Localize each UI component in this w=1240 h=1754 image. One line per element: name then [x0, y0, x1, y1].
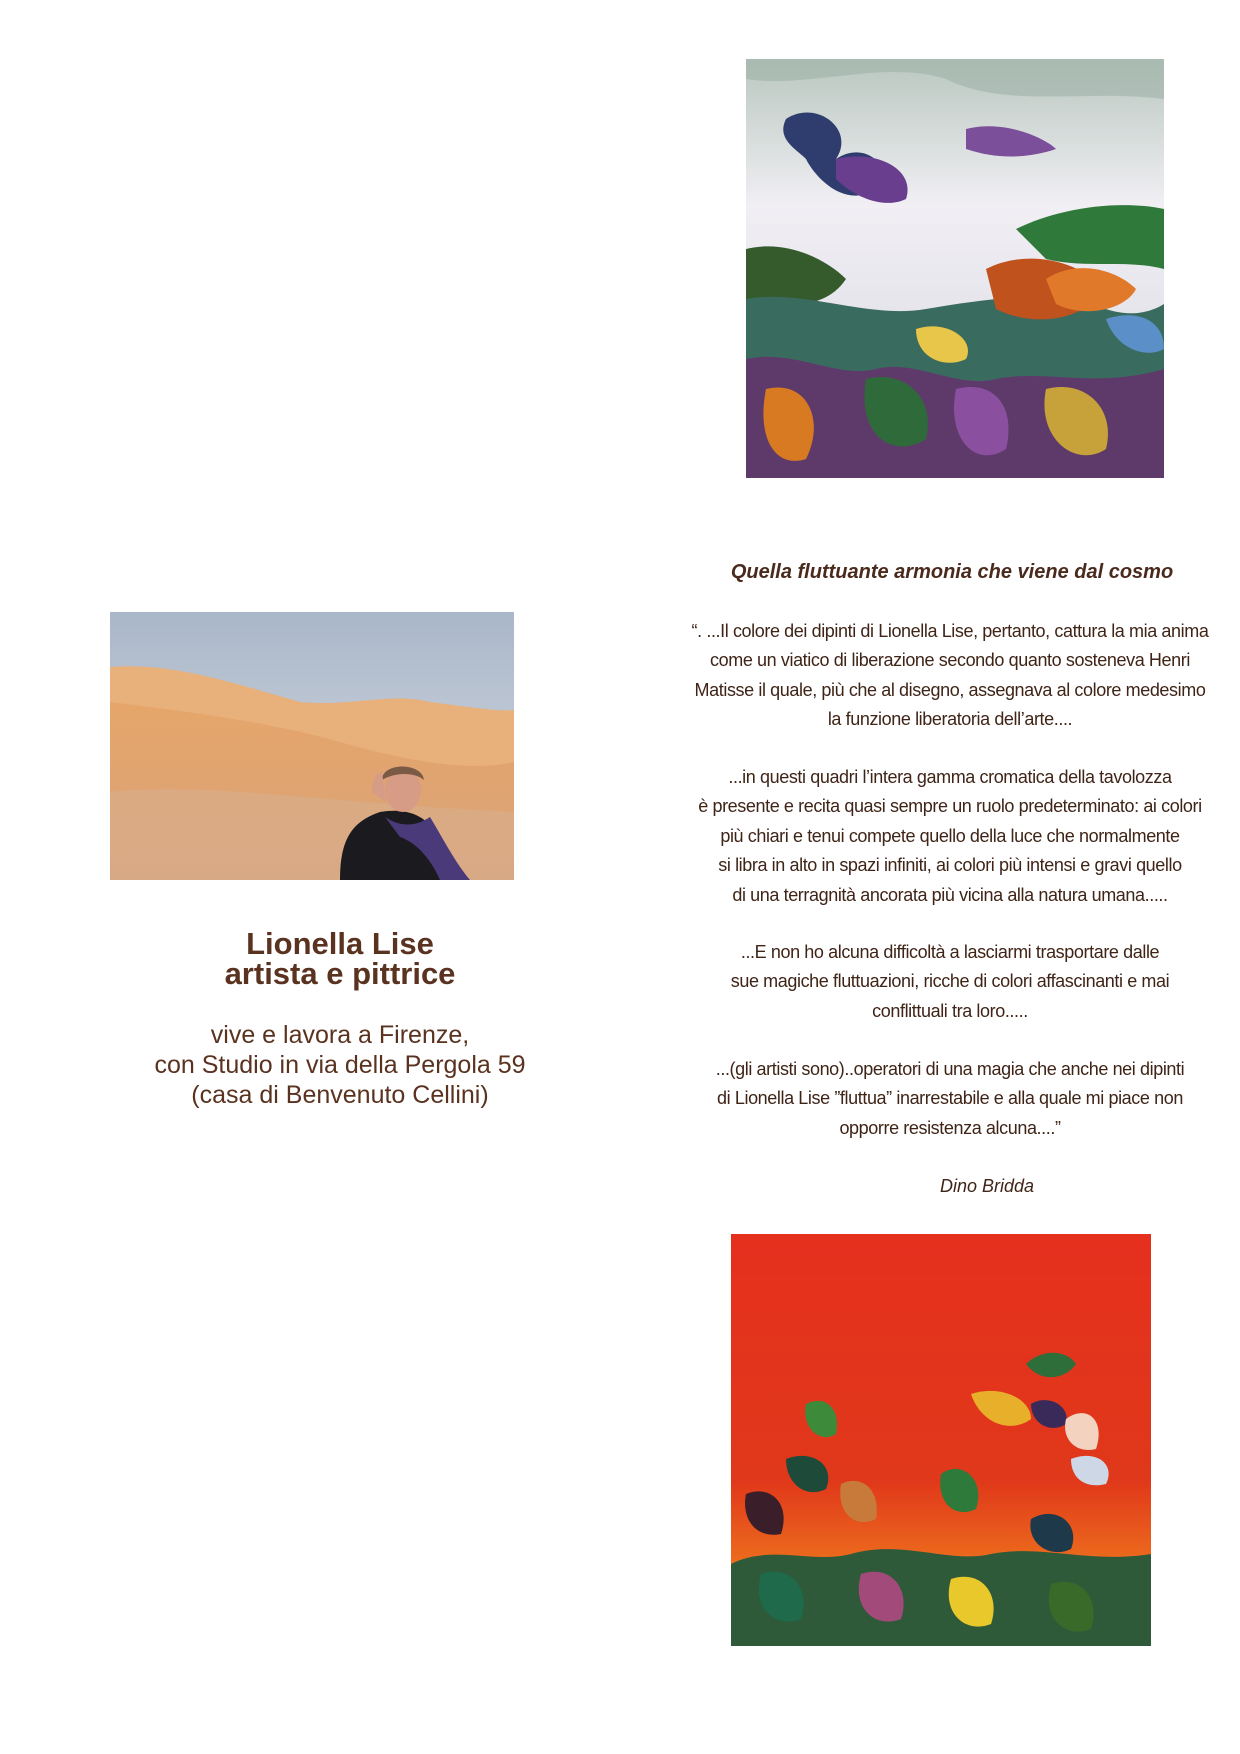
quote-paragraph: [660, 617, 1240, 735]
bio-line: con Studio in via della Pergola 59: [154, 1051, 526, 1079]
quote-line: come un viatico di liberazione secondo quanto sosteneva Henri: [710, 650, 1190, 671]
quote-line: più chiari e tenui compete quello della luce che normalmente: [720, 825, 1180, 846]
quote-line: ...E non ho alcuna difficoltà a lasciarmi trasportare dalle: [740, 942, 1160, 962]
quote-line: sue magiche fluttuazioni, ricche di colori affascinanti e mai: [730, 971, 1170, 992]
quote-line: conflittuali tra loro.....: [872, 1000, 1028, 1021]
quote-line: la funzione liberatoria dell’arte....: [827, 709, 1073, 730]
quote-line: di Lionella Lise ”fluttua” inarrestabile e alla quale mi piace non: [717, 1088, 1183, 1109]
bio-line: vive e lavora a Firenze,: [210, 1021, 470, 1049]
quote-line: ...(gli artisti sono)..operatori di una magia che anche nei dipinti: [715, 1059, 1185, 1079]
bottom-painting-image: [731, 1234, 1151, 1646]
quote-line: è presente e recita quasi sempre un ruolo predeterminato: ai colori: [698, 796, 1202, 817]
quote-line: Matisse il quale, più che al disegno, assegnava al colore medesimo: [694, 679, 1206, 700]
quote-title: Quella fluttuante armonia che viene dal cosmo: [730, 561, 1174, 583]
top-painting-image: [746, 59, 1164, 478]
quote-line: opporre resistenza alcuna....”: [839, 1117, 1061, 1138]
quote-line: di una terragnità ancorata più vicina alla natura umana.....: [732, 884, 1168, 905]
quote-paragraph: [660, 763, 1240, 910]
bio-line: (casa di Benvenuto Cellini): [191, 1081, 489, 1109]
quote-paragraph: [660, 1055, 1240, 1143]
quote-line: si libra in alto in spazi infiniti, ai colori più intensi e gravi quello: [718, 855, 1182, 876]
artist-portrait-photo: [110, 612, 514, 880]
artist-name: Lionella Lise: [246, 926, 434, 961]
artist-role: artista e pittrice: [224, 956, 456, 991]
quote-signature: Dino Bridda: [940, 1176, 1035, 1196]
quote-line: ...in questi quadri l’intera gamma cromatica della tavolozza: [728, 767, 1172, 787]
artist-bio: [110, 1020, 570, 1110]
quote-paragraph: [660, 938, 1240, 1026]
quote-line: “. ...Il colore dei dipinti di Lionella Lise, pertanto, cattura la mia anima: [691, 621, 1209, 641]
